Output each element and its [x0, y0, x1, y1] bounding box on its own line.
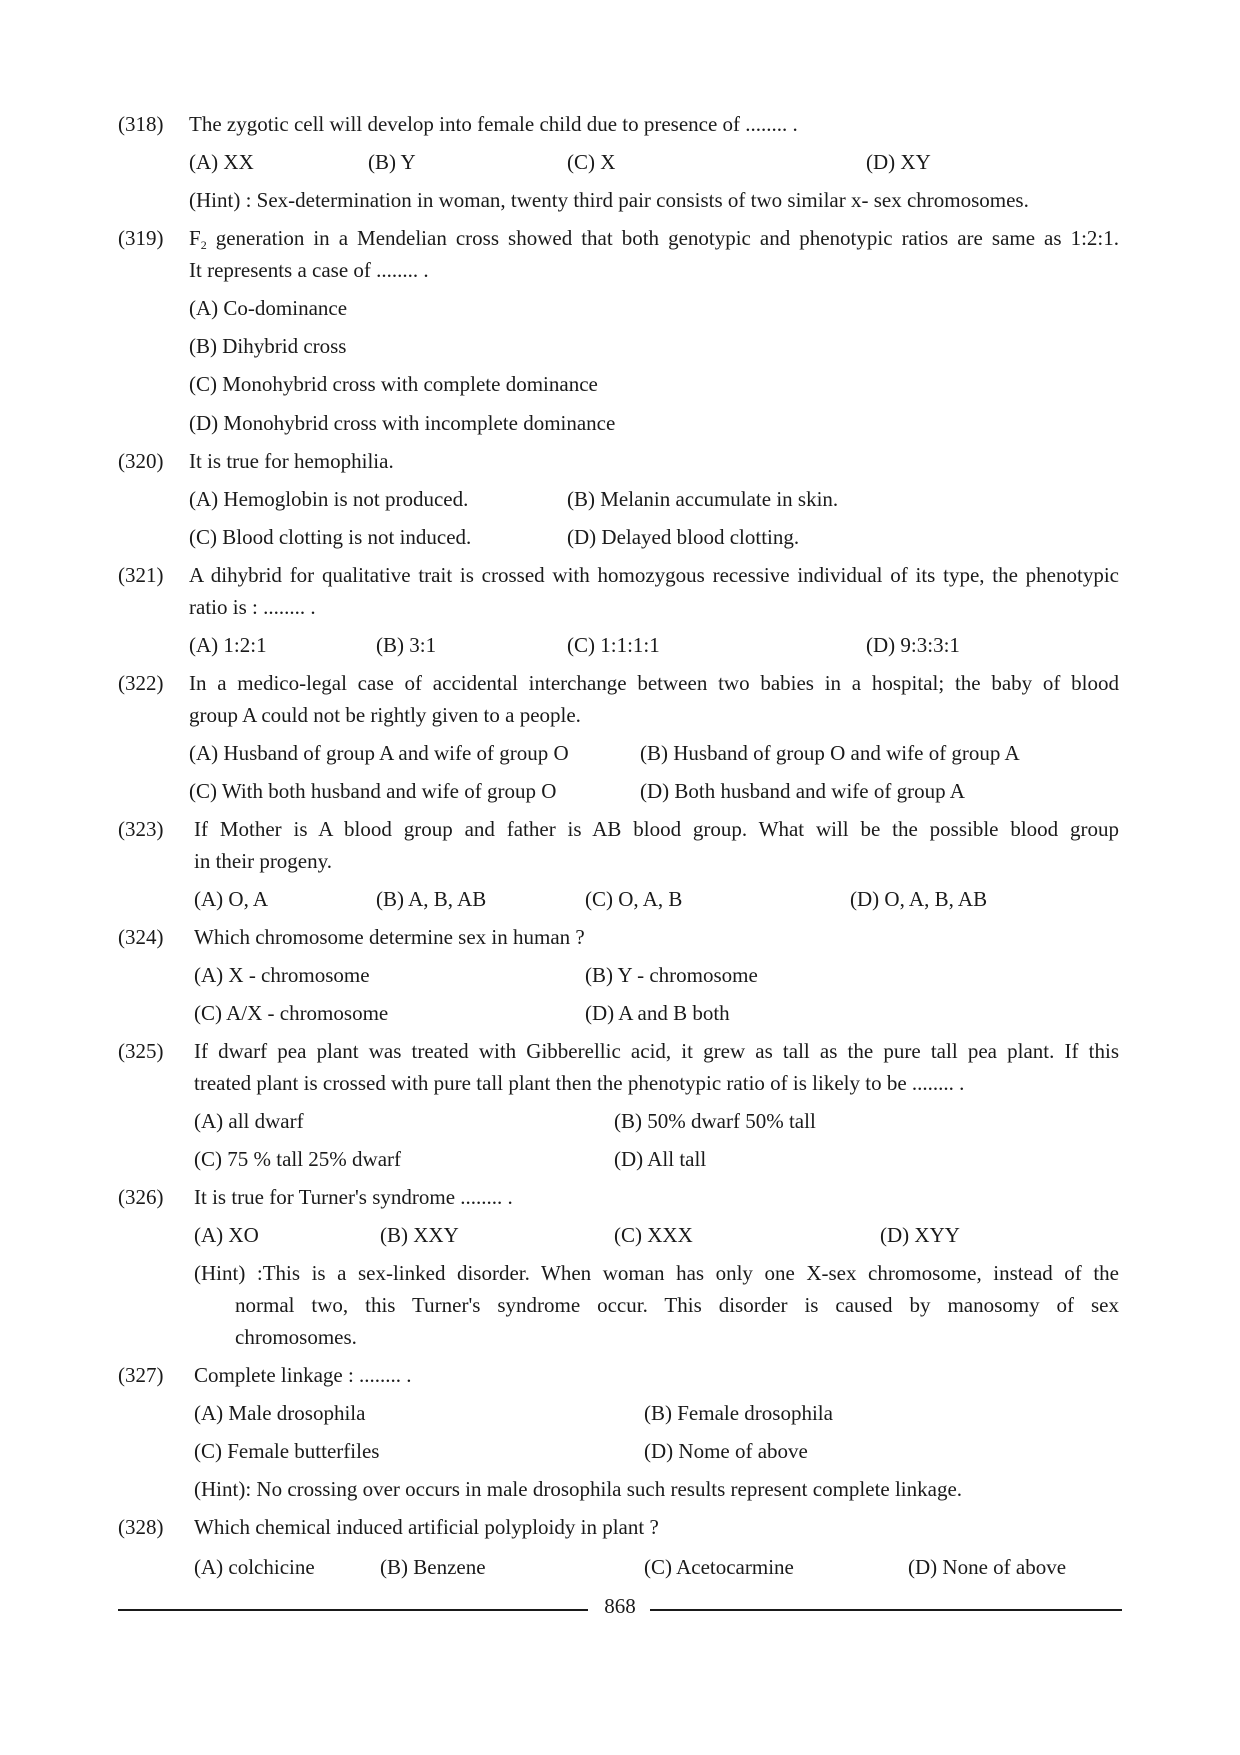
option-c: (C) XXX: [614, 1223, 693, 1247]
question-text-rest: generation in a Mendelian cross showed that both genotypic and phenotypic ratios are same as 1:2:1.: [206, 226, 1119, 250]
option-b: (B) Y: [368, 150, 416, 174]
option-b: (B) A, B, AB: [376, 887, 487, 911]
question-text: If Mother is A blood group and father is AB blood group. What will be the possible blood group: [194, 817, 1119, 841]
option-a: (A) Husband of group A and wife of group O: [189, 741, 569, 765]
question-text: A dihybrid for qualitative trait is crossed with homozygous recessive individual of its type, the phenotypic: [189, 563, 1119, 587]
option-a: (A) Co-dominance: [189, 296, 348, 320]
hint-text: (Hint): No crossing over occurs in male drosophila such results represent complete linkage.: [194, 1477, 963, 1501]
question-text: In a medico-legal case of accidental interchange between two babies in a hospital; the baby of blood: [189, 671, 1119, 695]
question-number: (321): [118, 563, 164, 587]
option-a: (A) O, A: [194, 887, 269, 911]
option-c: (C) X: [567, 150, 616, 174]
option-d: (D) All tall: [614, 1147, 707, 1171]
page-number: 868: [604, 1594, 636, 1618]
option-c: (C) Monohybrid cross with complete dominance: [189, 372, 598, 396]
option-d: (D) Monohybrid cross with incomplete dominance: [189, 411, 616, 435]
option-d: (D) Both husband and wife of group A: [640, 779, 965, 803]
option-c: (C) 1:1:1:1: [567, 633, 660, 657]
subscript: 2: [200, 238, 207, 252]
question-number: (322): [118, 671, 164, 695]
question-text: [189, 226, 1119, 253]
footer-rule-right: [650, 1609, 1122, 1611]
f-symbol: F: [189, 226, 201, 250]
option-d: (D) Delayed blood clotting.: [567, 525, 800, 549]
option-a: (A) X - chromosome: [194, 963, 370, 987]
option-d: (D) 9:3:3:1: [866, 633, 960, 657]
option-a: (A) Male drosophila: [194, 1401, 366, 1425]
option-d: (D) O, A, B, AB: [850, 887, 988, 911]
option-d: (D) A and B both: [585, 1001, 730, 1025]
question-text: in their progeny.: [194, 849, 333, 873]
option-b: (B) Benzene: [380, 1555, 486, 1579]
option-b: (B) Dihybrid cross: [189, 334, 347, 358]
option-a: (A) XO: [194, 1223, 259, 1247]
option-b: (B) Female drosophila: [644, 1401, 833, 1425]
question-number: (320): [118, 449, 164, 473]
option-b: (B) 3:1: [376, 633, 437, 657]
question-text: Which chromosome determine sex in human ?: [194, 925, 585, 949]
hint-text: normal two, this Turner's syndrome occur. This disorder is caused by manosomy of sex: [235, 1293, 1119, 1317]
question-text: treated plant is crossed with pure tall plant then the phenotypic ratio of is likely to be ........ .: [194, 1071, 965, 1095]
option-c: (C) O, A, B: [585, 887, 683, 911]
question-number: (318): [118, 112, 164, 136]
option-b: (B) 50% dwarf 50% tall: [614, 1109, 816, 1133]
option-c: (C) 75 % tall 25% dwarf: [194, 1147, 402, 1171]
question-text: Which chemical induced artificial polyploidy in plant ?: [194, 1515, 659, 1539]
option-d: (D) None of above: [908, 1555, 1067, 1579]
option-a: (A) 1:2:1: [189, 633, 267, 657]
option-b: (B) Y - chromosome: [585, 963, 758, 987]
question-text: The zygotic cell will develop into female child due to presence of ........ .: [189, 112, 798, 136]
option-a: (A) XX: [189, 150, 254, 174]
question-number: (324): [118, 925, 164, 949]
question-number: (319): [118, 226, 164, 250]
option-c: (C) Blood clotting is not induced.: [189, 525, 472, 549]
question-text: group A could not be rightly given to a people.: [189, 703, 581, 727]
question-number: (328): [118, 1515, 164, 1539]
option-d: (D) Nome of above: [644, 1439, 808, 1463]
question-text: It represents a case of ........ .: [189, 258, 429, 282]
question-number: (327): [118, 1363, 164, 1387]
question-text: ratio is : ........ .: [189, 595, 316, 619]
footer-rule-left: [118, 1609, 588, 1611]
option-a: (A) colchicine: [194, 1555, 315, 1579]
question-text: It is true for hemophilia.: [189, 449, 394, 473]
option-c: (C) A/X - chromosome: [194, 1001, 389, 1025]
option-c: (C) With both husband and wife of group O: [189, 779, 557, 803]
option-c: (C) Female butterfiles: [194, 1439, 380, 1463]
option-d: (D) XYY: [880, 1223, 960, 1247]
option-c: (C) Acetocarmine: [644, 1555, 794, 1579]
question-text: If dwarf pea plant was treated with Gibberellic acid, it grew as tall as the pure tall pea plant. If this: [194, 1039, 1119, 1063]
question-number: (323): [118, 817, 164, 841]
option-b: (B) Melanin accumulate in skin.: [567, 487, 839, 511]
question-text: Complete linkage : ........ .: [194, 1363, 412, 1387]
hint-text: chromosomes.: [235, 1325, 357, 1349]
option-a: (A) Hemoglobin is not produced.: [189, 487, 469, 511]
question-number: (325): [118, 1039, 164, 1063]
option-b: (B) Husband of group O and wife of group A: [640, 741, 1020, 765]
option-b: (B) XXY: [380, 1223, 459, 1247]
option-d: (D) XY: [866, 150, 931, 174]
question-number: (326): [118, 1185, 164, 1209]
hint-text: (Hint) : Sex-determination in woman, twenty third pair consists of two similar x- sex chromosomes.: [189, 188, 1029, 212]
option-a: (A) all dwarf: [194, 1109, 304, 1133]
question-text: It is true for Turner's syndrome ........ .: [194, 1185, 513, 1209]
hint-text: (Hint) :This is a sex-linked disorder. When woman has only one X-sex chromosome, instead of the: [194, 1261, 1119, 1285]
